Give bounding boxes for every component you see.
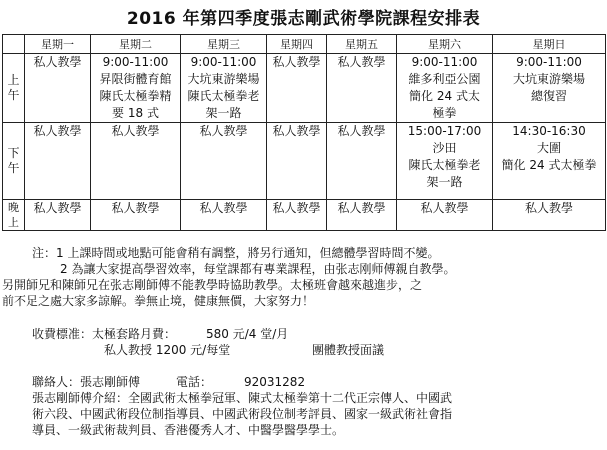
header-row — [3, 35, 606, 54]
notes-section — [32, 245, 602, 277]
phone-label: 電話： — [176, 375, 213, 389]
class-cell: 私人教學 — [25, 54, 91, 123]
class-cell: 私人教學 — [327, 54, 397, 123]
morning-row — [3, 54, 606, 123]
period-label-morning: 上 午 — [3, 54, 25, 123]
day-header: 星期日 — [493, 35, 606, 54]
fee-monthly: 580 元/4 堂/月 — [206, 327, 289, 341]
intro-line-3: 導員、一級武術裁判員、香港優秀人才、中醫學醫學學士。 — [32, 423, 345, 437]
class-cell: 9:00-11:00 昇限街體育館 陳氏太極拳精 要 18 式 — [91, 54, 181, 123]
note-4: 前不足之處大家多諒解。拳無止境，健康無價，大家努力！ — [2, 294, 315, 308]
class-cell: 私人教學 — [25, 123, 91, 200]
day-header: 星期四 — [267, 35, 327, 54]
class-cell: 9:00-11:00 大坑東游樂場 總復習 — [493, 54, 606, 123]
contact-label: 聯絡人：張志剛師傅 — [32, 375, 141, 389]
fee-private: 私人教授 1200 元/每堂 — [104, 343, 231, 357]
page-title: 2016 年第四季度張志剛武術學院課程安排表 — [126, 9, 481, 29]
class-cell: 9:00-11:00 維多利亞公園 簡化 24 式太 極拳 — [397, 54, 493, 123]
class-cell: 私人教學 — [327, 123, 397, 200]
day-header: 星期五 — [327, 35, 397, 54]
class-cell: 私人教學 — [327, 200, 397, 231]
class-cell: 15:00-17:00 沙田 陳氏太極拳老 架一路 — [397, 123, 493, 200]
note-3: 另開師兄和陳師兄在张志剛師傅不能教學時協助教學。太極班會越來越進步，之 — [2, 278, 423, 292]
period-label-afternoon: 下 午 — [3, 123, 25, 200]
phone-number: 92031282 — [244, 375, 306, 389]
day-header: 星期二 — [91, 35, 181, 54]
schedule-table — [2, 34, 606, 231]
evening-row — [3, 200, 606, 231]
intro-line-2: 術六段、中國武術段位制指導員、中國武術段位制考評員、國家一級武術社會指 — [32, 407, 453, 421]
fee-group: 團體教授面議 — [312, 343, 385, 357]
class-cell: 私人教學 — [493, 200, 606, 231]
afternoon-row — [3, 123, 606, 200]
note-1: 注：1 上課時間或地點可能會稍有調整，將另行通知，但總體學習時間不變。 — [32, 246, 440, 260]
day-header: 星期六 — [397, 35, 493, 54]
fee-label: 收費標准：太極套路月費： — [32, 327, 177, 341]
class-cell: 私人教學 — [181, 200, 267, 231]
day-header: 星期三 — [181, 35, 267, 54]
class-cell: 9:00-11:00 大坑東游樂場 陳氏太極拳老 架一路 — [181, 54, 267, 123]
class-cell: 私人教學 — [91, 123, 181, 200]
class-cell: 私人教學 — [181, 123, 267, 200]
class-cell: 私人教學 — [267, 54, 327, 123]
day-header: 星期一 — [25, 35, 91, 54]
class-cell: 私人教學 — [25, 200, 91, 231]
class-cell: 14:30-16:30 大圍 簡化 24 式太極拳 — [493, 123, 606, 200]
intro-line-1: 張志剛師傅介紹：全國武術太極拳冠軍、陳式太極拳第十二代正宗傳人、中國武 — [32, 391, 453, 405]
corner-cell — [3, 35, 25, 54]
period-label-evening: 晚 上 — [3, 200, 25, 231]
note-2: 2 為讓大家提高學習效率，每堂課都有專業課程，由张志刚师傅親自教學。 — [60, 262, 456, 276]
class-cell: 私人教學 — [397, 200, 493, 231]
class-cell: 私人教學 — [267, 200, 327, 231]
class-cell: 私人教學 — [267, 123, 327, 200]
class-cell: 私人教學 — [91, 200, 181, 231]
